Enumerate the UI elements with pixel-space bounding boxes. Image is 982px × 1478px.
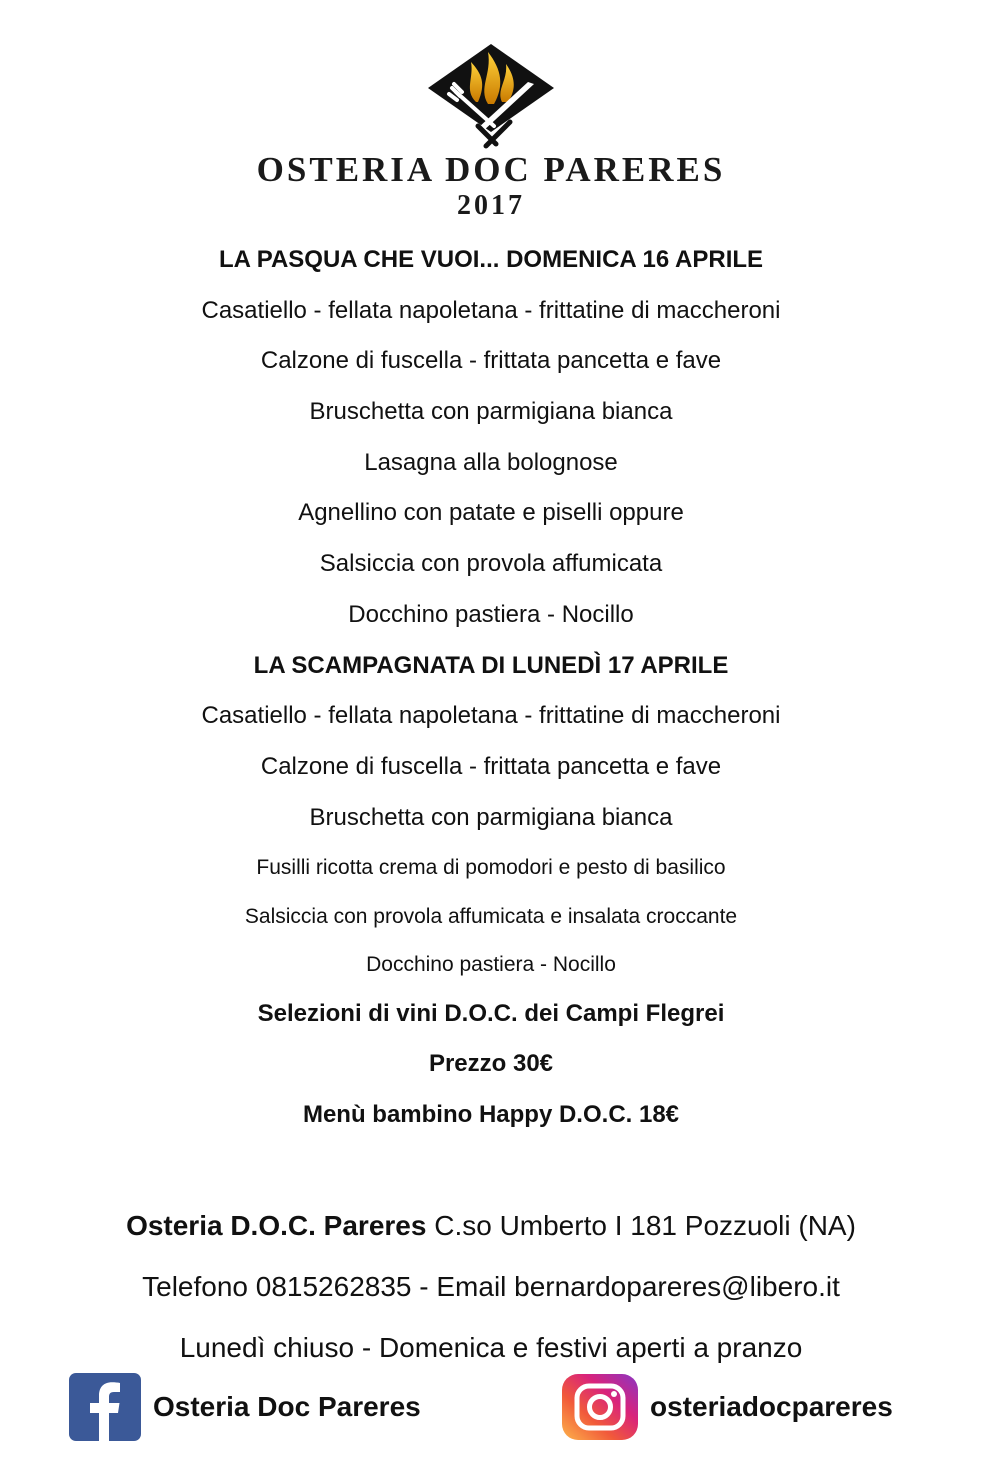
menu-item: Agnellino con patate e piselli oppure (298, 499, 684, 527)
menu-item: Casatiello - fellata napoletana - frittatine di maccheroni (201, 702, 781, 730)
menu-item: Bruschetta con parmigiana bianca (309, 803, 673, 831)
facebook-label: Osteria Doc Pareres (153, 1391, 421, 1422)
menu-item: Salsiccia con provola affumicata (319, 550, 663, 578)
monday-title: LA SCAMPAGNATA DI LUNEDÌ 17 APRILE (253, 651, 729, 679)
menu-item: Casatiello - fellata napoletana - frittatine di maccheroni (201, 296, 781, 324)
menu-item: Fusilli ricotta crema di pomodori e pesto di basilico (256, 856, 726, 880)
instagram-icon (562, 1374, 638, 1440)
restaurant-name: Osteria D.O.C. Pareres (126, 1210, 427, 1241)
menu (0, 238, 982, 1144)
facebook-icon (69, 1373, 141, 1441)
instagram-link[interactable] (562, 1372, 893, 1442)
menu-item: Docchino pastiera - Nocillo (366, 953, 616, 977)
opening-hours: Lunedì chiuso - Domenica e festivi aperti a pranzo (179, 1332, 803, 1363)
price: Prezzo 30€ (428, 1050, 554, 1078)
menu-item: Calzone di fuscella - frittata pancetta e fave (260, 752, 722, 780)
phone-email: Telefono 0815262835 - Email bernardopareres@libero.it (142, 1271, 840, 1302)
address-line (0, 1210, 982, 1242)
menu-item: Salsiccia con provola affumicata e insalata croccante (244, 904, 738, 928)
menu-item: Docchino pastiera - Nocillo (348, 600, 634, 628)
flame-fork-knife-icon (416, 40, 566, 150)
logo (0, 40, 982, 150)
menu-item: Calzone di fuscella - frittata pancetta e fave (260, 347, 722, 375)
menu-item: Bruschetta con parmigiana bianca (309, 398, 673, 426)
menu-item: Lasagna alla bolognose (364, 448, 618, 476)
address: C.so Umberto I 181 Pozzuoli (NA) (426, 1210, 856, 1241)
brand-year: 2017 (457, 190, 525, 221)
easter-title: LA PASQUA CHE VUOI... DOMENICA 16 APRILE (218, 246, 764, 273)
kids-menu-price: Menù bambino Happy D.O.C. 18€ (302, 1101, 680, 1129)
facebook-link[interactable] (69, 1372, 421, 1442)
wines-note: Selezioni di vini D.O.C. dei Campi Flegrei (257, 999, 725, 1027)
instagram-label: osteriadocpareres (650, 1391, 893, 1422)
brand-name: OSTERIA DOC PARERES (256, 150, 726, 189)
